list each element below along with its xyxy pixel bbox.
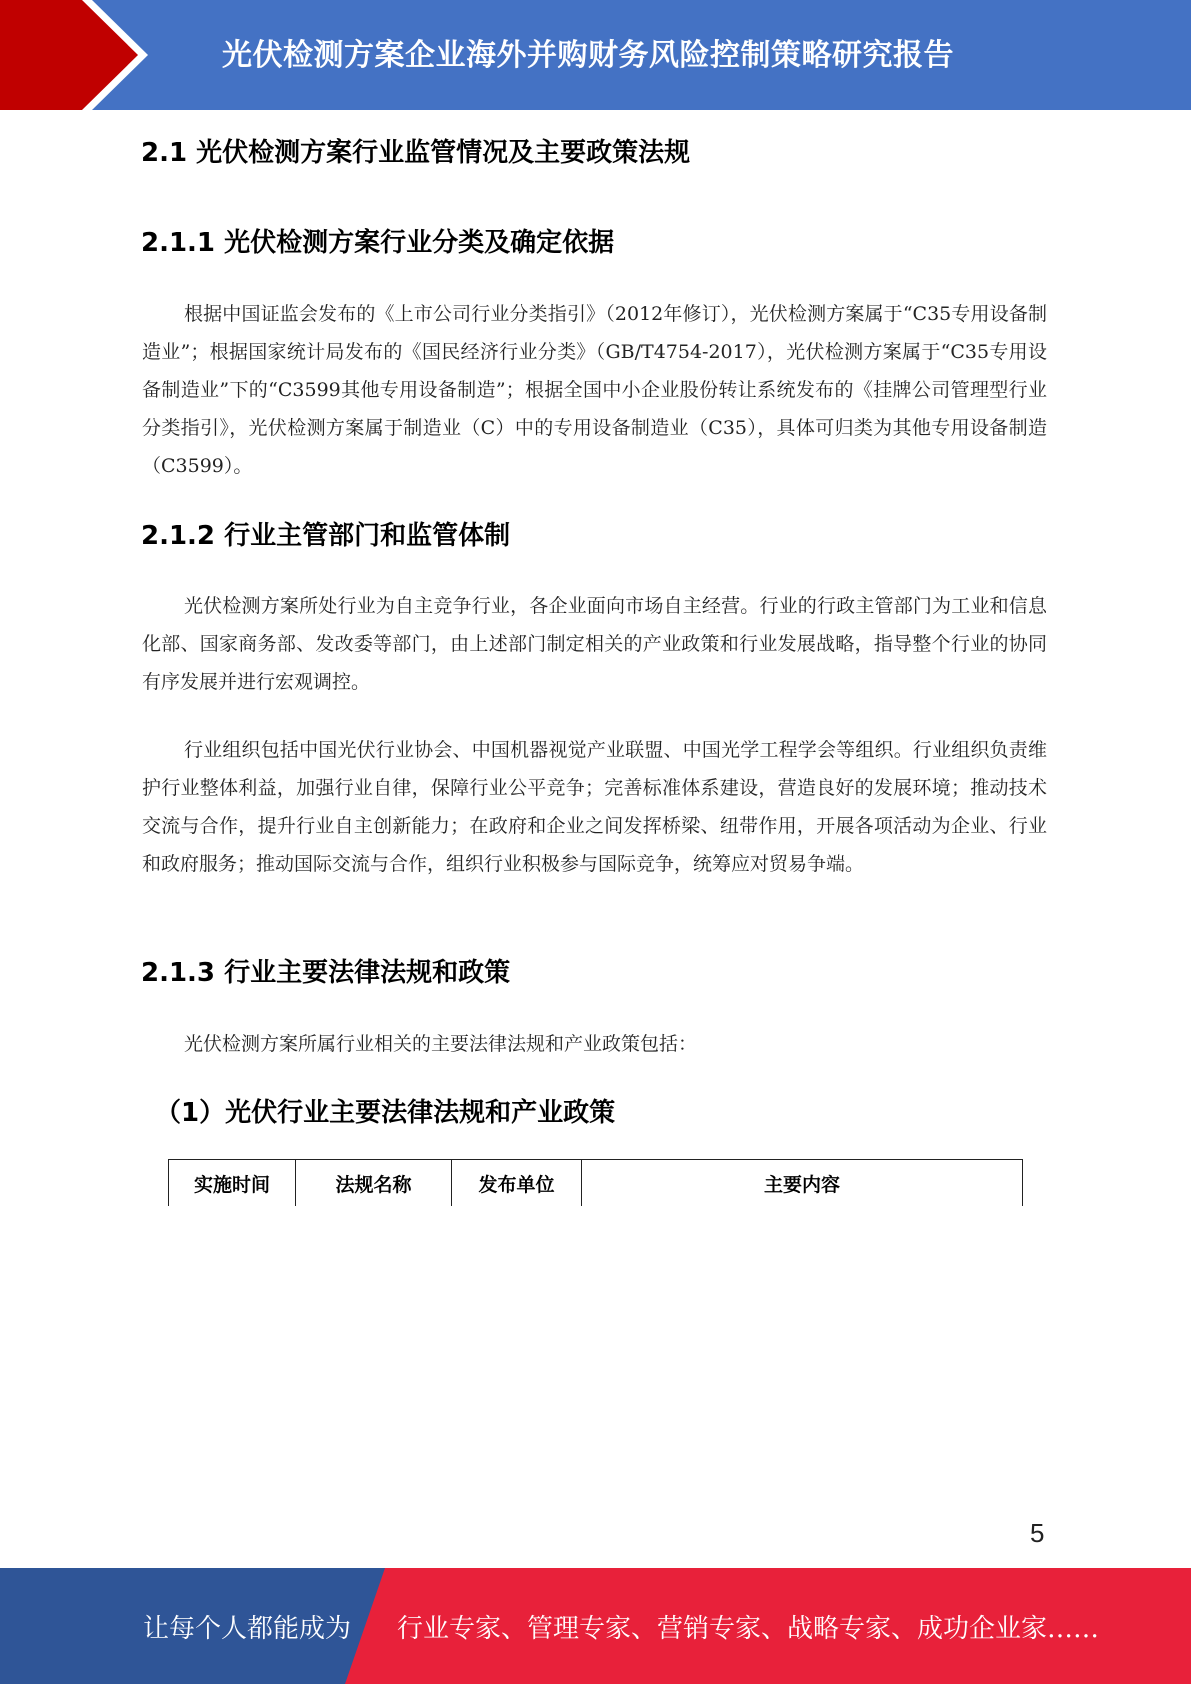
section-2-1-3-paragraph: 光伏检测方案所属行业相关的主要法律法规和产业政策包括： — [184, 1033, 698, 1055]
section-2-1-2-paragraph-1: 光伏检测方案所处行业为自主竞争行业，各企业面向市场自主经营。行业的行政主管部门为工业和信息化部、国家商务部、发改委等部门，由上述部门制定相关的产业政策和行业发展战略，指导整个行业的协同有序发展并进行宏观调控。 — [142, 595, 1047, 693]
table-header-cell: 实施时间 — [168, 1160, 295, 1206]
subsection-1-heading: （1）光伏行业主要法律法规和产业政策 — [155, 1098, 616, 1128]
footer-banner — [0, 1568, 1191, 1684]
footer-slogan-right: 行业专家、管理专家、营销专家、战略专家、成功企业家…… — [397, 1614, 1100, 1644]
section-2-1-1-paragraph: 根据中国证监会发布的《上市公司行业分类指引》（2012年修订），光伏检测方案属于“C35专用设备制造业”；根据国家统计局发布的《国民经济行业分类》（GB/T4754-2017），光伏检测方案属于“C35专用设备制造业”下的“C3599其他专用设备制造”；根据全国中小企业股份转让系统发布的《挂牌公司管理型行业分类指引》，光伏检测方案属于制造业（C）中的专用设备制造业（C35），具体可归类为其他专用设备制造（C3599）。 — [142, 303, 1047, 477]
section-2-1-3-heading: 2.1.3 行业主要法律法规和政策 — [141, 958, 511, 988]
header-banner — [0, 0, 1191, 110]
page-number: 5 — [1030, 1518, 1045, 1548]
section-2-1-2-heading: 2.1.2 行业主管部门和监管体制 — [141, 521, 511, 551]
table-header-cell: 主要内容 — [581, 1160, 1023, 1206]
header-red-chevron — [0, 0, 160, 110]
table-header-cell: 发布单位 — [451, 1160, 581, 1206]
document-title: 光伏检测方案企业海外并购财务风险控制策略研究报告 — [222, 38, 954, 73]
table-header-cell: 法规名称 — [295, 1160, 451, 1206]
regulations-table-header — [168, 1159, 1023, 1206]
section-2-1-heading: 2.1 光伏检测方案行业监管情况及主要政策法规 — [141, 138, 691, 168]
footer-slogan-left: 让每个人都能成为 — [143, 1614, 352, 1644]
section-2-1-2-paragraph-2: 行业组织包括中国光伏行业协会、中国机器视觉产业联盟、中国光学工程学会等组织。行业组织负责维护行业整体利益，加强行业自律，保障行业公平竞争；完善标准体系建设，营造良好的发展环境；推动技术交流与合作，提升行业自主创新能力；在政府和企业之间发挥桥梁、纽带作用，开展各项活动为企业、行业和政府服务；推动国际交流与合作，组织行业积极参与国际竞争，统筹应对贸易争端。 — [142, 739, 1047, 875]
section-2-1-1-heading: 2.1.1 光伏检测方案行业分类及确定依据 — [141, 228, 615, 258]
